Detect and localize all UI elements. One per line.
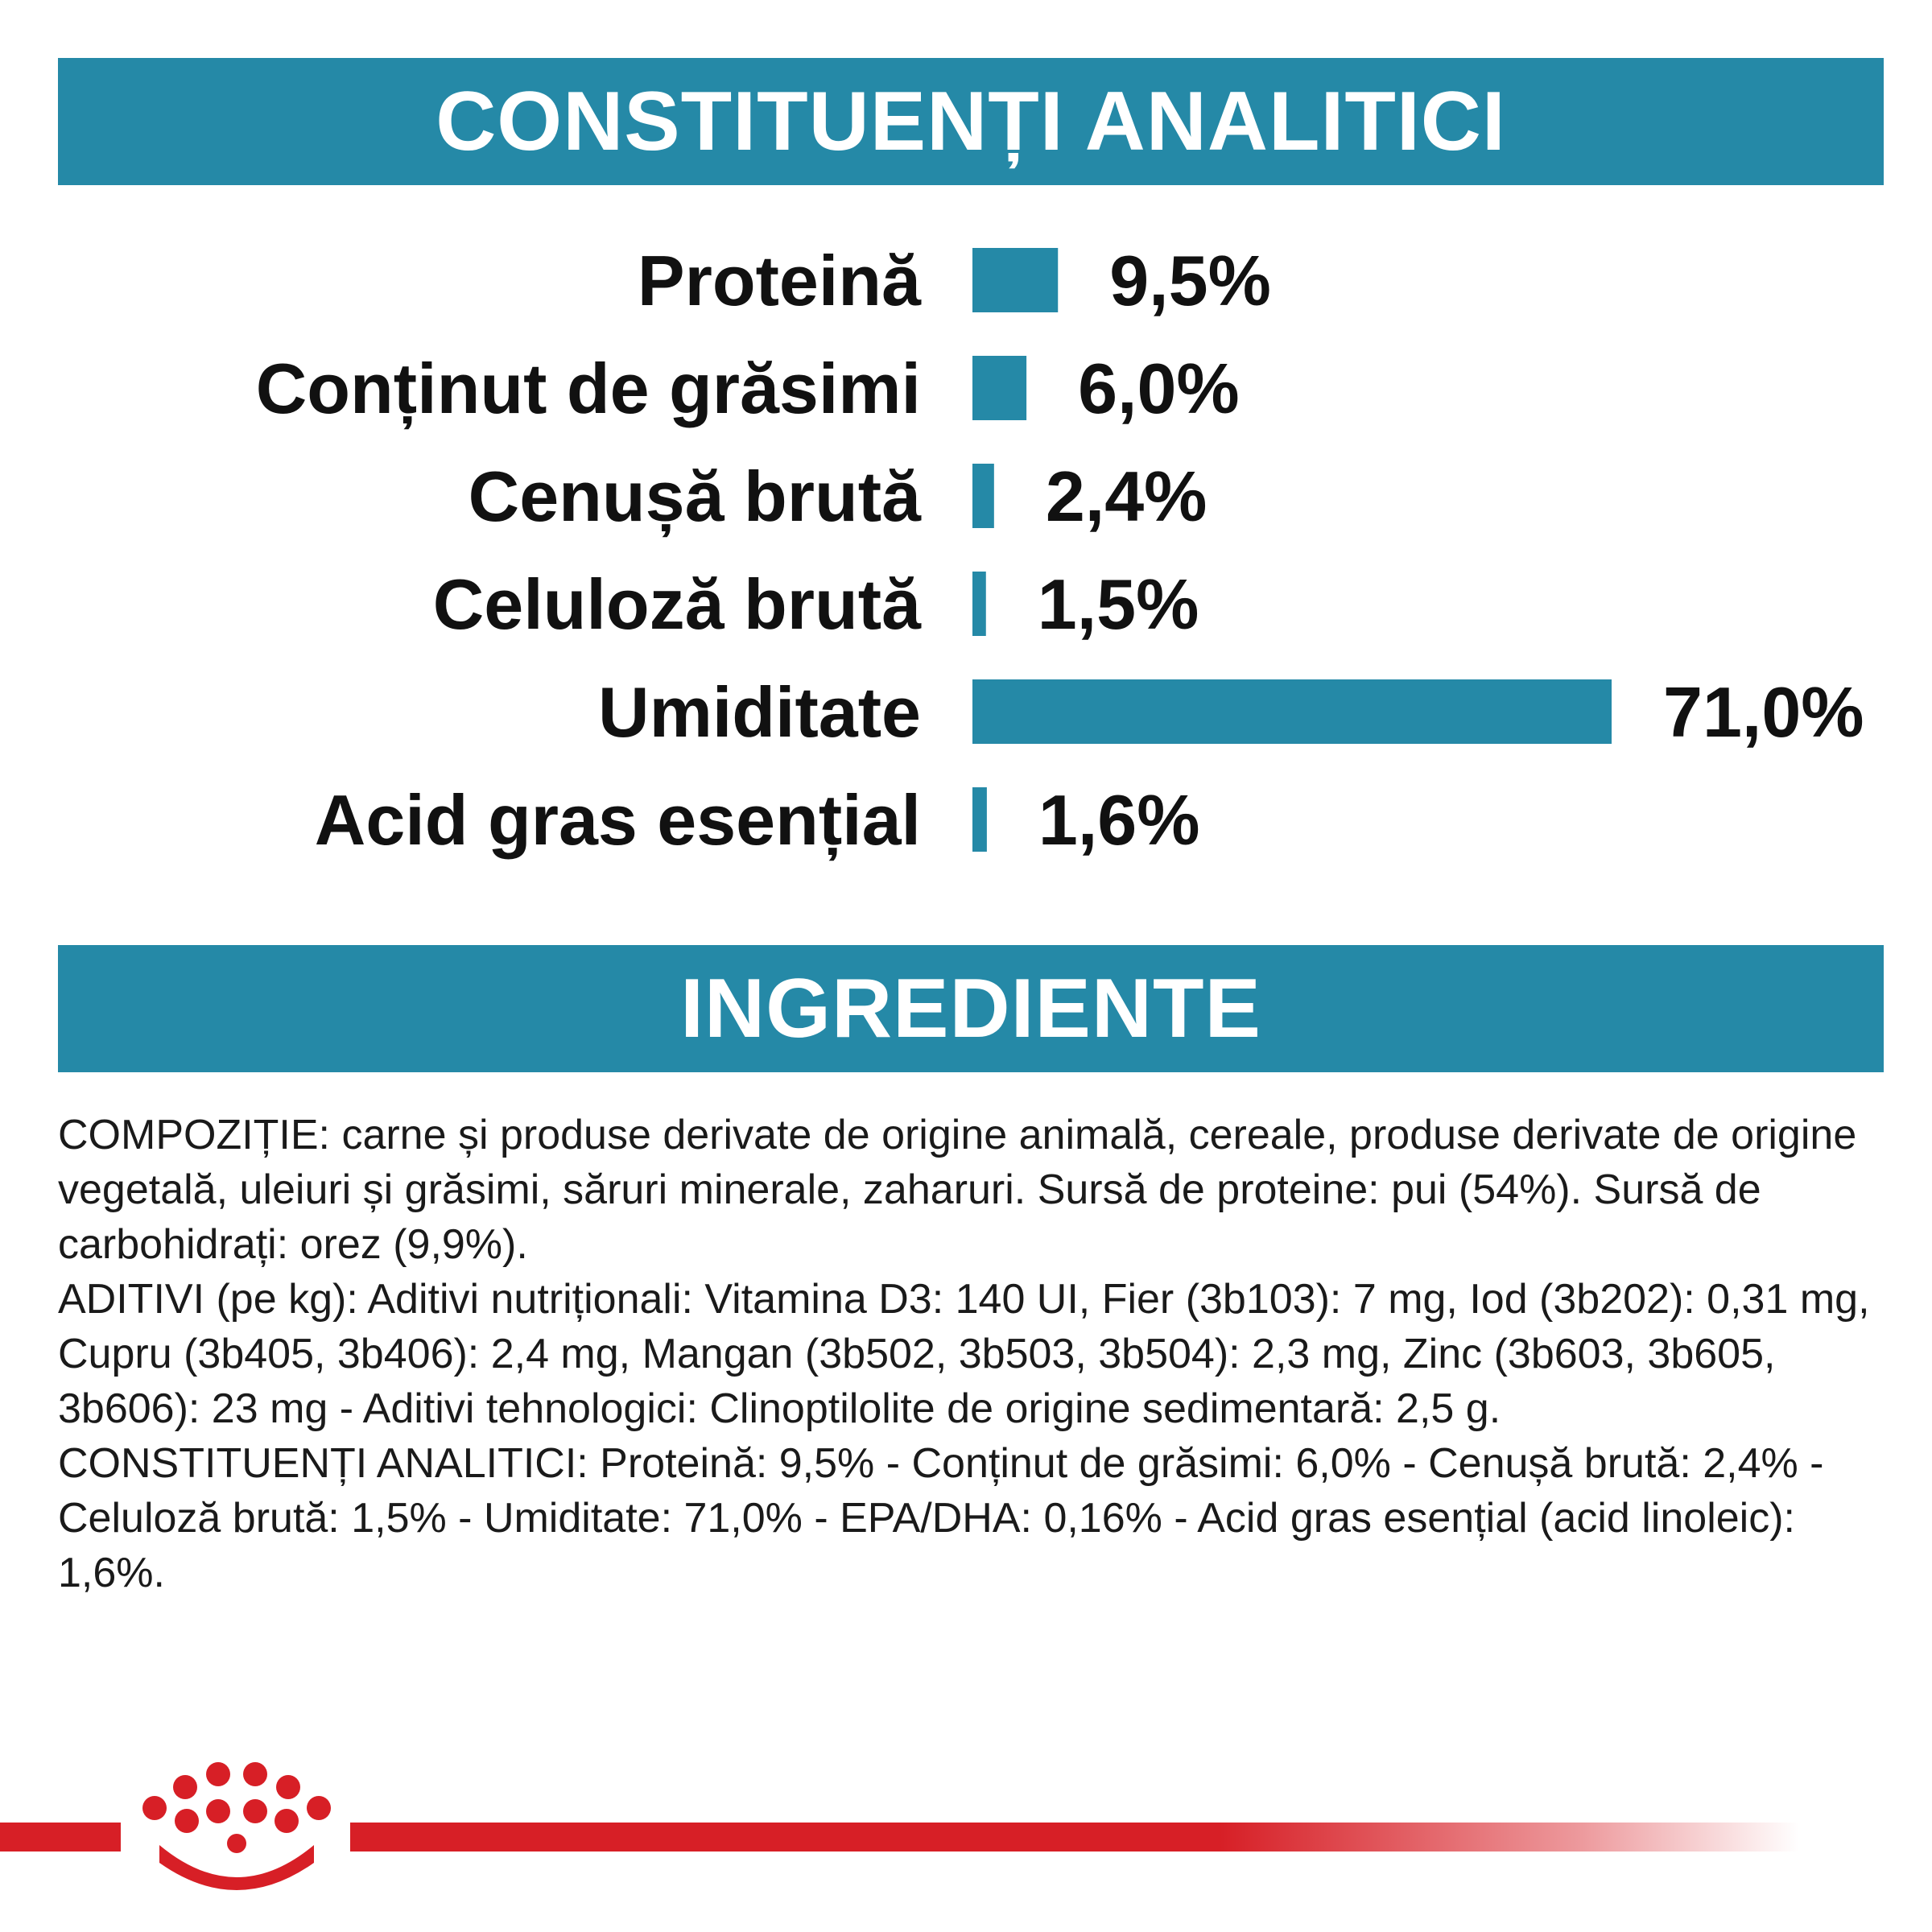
category-label: Acid gras esențial (314, 780, 921, 860)
composition-paragraph: COMPOZIȚIE: carne și produse derivate de origine animală, cereale, produse derivate de origine vegetală, uleiuri și grăsimi, săruri minerale, zaharuri. Sursă de proteine: pui (54%). Sursă de carbohidrați: orez (9,9%). (58, 1112, 1857, 1268)
footer-stripe-left (0, 1823, 121, 1852)
ingredients-header (58, 945, 1884, 1072)
bar (972, 356, 1026, 420)
category-label: Umiditate (598, 672, 921, 752)
analytic-constituents-paragraph: CONSTITUENȚI ANALITICI: Proteină: 9,5% - Conținut de grăsimi: 6,0% - Cenușă brută: 2,4% - Celuloză brută: 1,5% - Umiditate: 71,0% - EPA/DHA: 0,16% - Acid gras esențial (acid linoleic): 1,6%. (58, 1440, 1824, 1596)
value-label: 1,6% (1038, 780, 1200, 860)
category-label: Cenușă brută (468, 456, 921, 536)
royal-canin-crown-icon (135, 1757, 338, 1892)
additives-paragraph: ADITIVI (pe kg): Aditivi nutriționali: Vitamina D3: 140 UI, Fier (3b103): 7 mg, Iod (3b202): 0,31 mg, Cupru (3b405, 3b406): 2,4 mg, Mangan (3b502, 3b503, 3b504): 2,3 mg, Zinc (3b603, 3b605, 3b606): 23 mg - Aditivi tehnologici: Clinoptilolite de origine sedimentară: 2,5 g. (58, 1276, 1870, 1432)
value-label: 2,4% (1045, 456, 1208, 536)
bar (972, 787, 987, 852)
analytic-constituents-chart (0, 209, 1932, 902)
value-label: 71,0% (1663, 672, 1864, 752)
analytic-constituents-header (58, 58, 1884, 185)
bar (972, 679, 1612, 744)
analytic-constituents-title: CONSTITUENȚI ANALITICI (436, 74, 1506, 168)
value-label: 6,0% (1078, 349, 1240, 428)
value-label: 1,5% (1037, 564, 1199, 644)
category-label: Celuloză brută (432, 564, 921, 644)
ingredients-title: INGREDIENTE (680, 961, 1261, 1055)
ingredients-text-block (58, 1108, 1885, 1600)
bar (972, 248, 1058, 312)
category-label: Proteină (637, 241, 921, 320)
footer-stripe-right (350, 1823, 1799, 1852)
bar (972, 572, 986, 636)
category-label: Conținut de grăsimi (255, 349, 921, 428)
bar (972, 464, 994, 528)
value-label: 9,5% (1109, 241, 1271, 320)
